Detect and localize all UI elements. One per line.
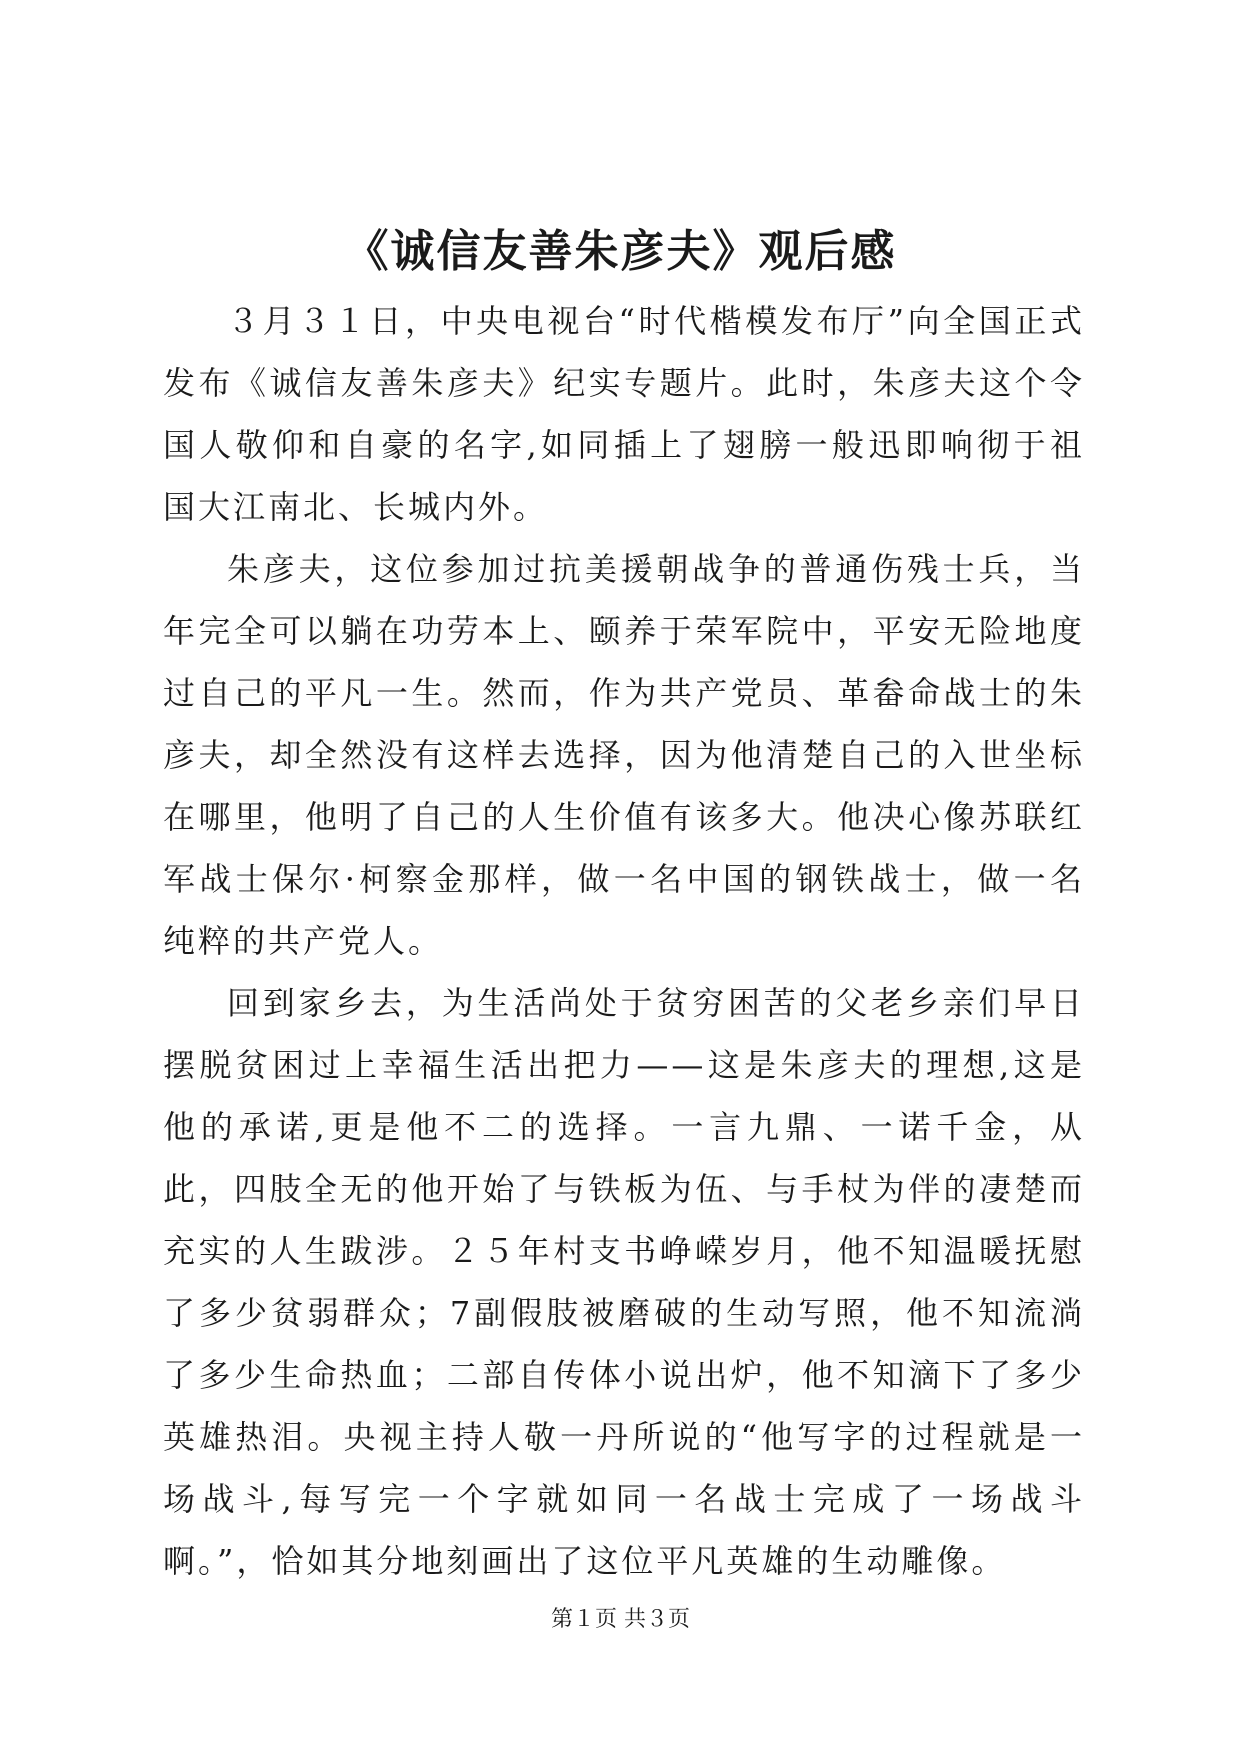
paragraph-1: ３月３１日，中央电视台“时代楷模发布厅”向全国正式发布《诚信友善朱彦夫》纪实专题片。此时，朱彦夫这个令国人敬仰和自豪的名字,如同插上了翅膀一般迅即响彻于祖国大江南北、长城内外。 <box>163 302 1085 526</box>
page-number-footer: 第１页 共３页 <box>551 1607 690 1632</box>
paragraph-2: 朱彦夫，这位参加过抗美援朝战争的普通伤残士兵，当年完全可以躺在功劳本上、颐养于荣军院中，平安无险地度过自己的平凡一生。然而，作为共产党员、革畚命战士的朱彦夫，却全然没有这样去选择，因为他清楚自己的入世坐标在哪里，他明了自己的人生价值有该多大。他决心像苏联红军战士保尔·柯察金那样，做一名中国的钢铁战士，做一名纯粹的共产党人。 <box>163 550 1085 960</box>
paragraph-3: 回到家乡去，为生活尚处于贫穷困苦的父老乡亲们早日摆脱贫困过上幸福生活出把力——这是朱彦夫的理想,这是他的承诺,更是他不二的选择。一言九鼎、一诺千金，从此，四肢全无的他开始了与铁板为伍、与手杖为伴的凄楚而充实的人生跋涉。２５年村支书峥嵘岁月，他不知温暖抚慰了多少贫弱群众；7副假肢被磨破的生动写照，他不知流淌了多少生命热血；二部自传体小说出炉，他不知滴下了多少英雄热泪。央视主持人敬一丹所说的“他写字的过程就是一场战斗,每写完一个字就如同一名战士完成了一场战斗啊。”，恰如其分地刻画出了这位平凡英雄的生动雕像。 <box>163 984 1085 1580</box>
document-title: 《诚信友善朱彦夫》观后感 <box>344 226 897 277</box>
document-body <box>163 290 1085 1592</box>
